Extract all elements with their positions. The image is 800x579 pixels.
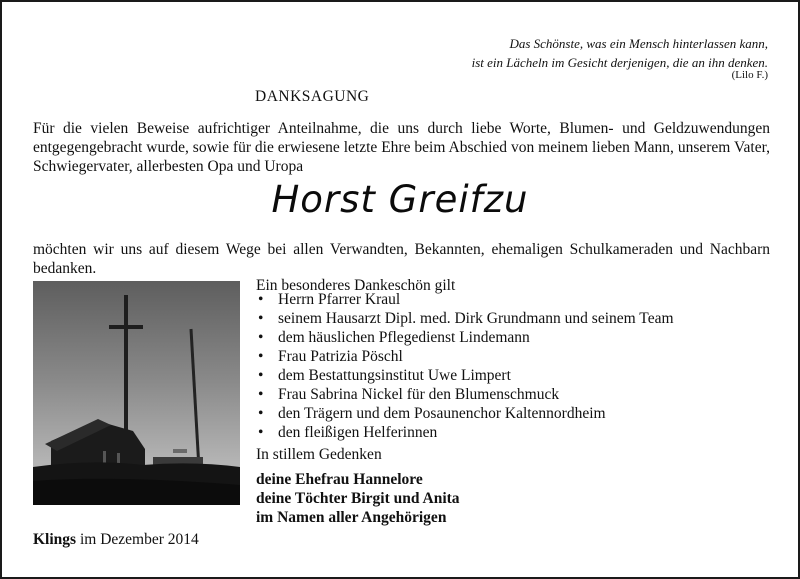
family-line: deine Ehefrau Hannelore	[256, 471, 423, 488]
intro-paragraph: Für die vielen Beweise aufrichtiger Anteilnahme, die uns durch liebe Worte, Blumen- und Geldzuwendungen entgegengebracht wurde, sowie für die erwiesene letzte Ehre beim Abschied von meinem lieben Mann, unserem Vater, Schwiegervater, allerbesten Opa und Uropa	[33, 120, 770, 175]
place-date-line	[33, 531, 199, 549]
list-item: • dem Bestattungsinstitut Uwe Limpert	[256, 366, 674, 385]
notice-heading: DANKSAGUNG	[255, 88, 370, 105]
notice-date: im Dezember 2014	[79, 531, 199, 548]
list-item: • den Trägern und dem Posaunenchor Kaltennordheim	[256, 404, 674, 423]
quote-line: Das Schönste, was ein Mensch hinterlassen kann,	[509, 36, 768, 51]
special-thanks-list	[256, 290, 674, 442]
list-item: • Herrn Pfarrer Kraul	[256, 290, 674, 309]
list-item: • seinem Hausarzt Dipl. med. Dirk Grundmann und seinem Team	[256, 309, 674, 328]
chapel-photo	[33, 281, 240, 505]
quote-author: (Lilo F.)	[731, 69, 768, 81]
list-item: • Frau Sabrina Nickel für den Blumenschmuck	[256, 385, 674, 404]
quote-line: ist ein Lächeln im Gesicht derjenigen, die an ihn denken.	[471, 55, 768, 70]
deceased-name: Horst Greifzu	[271, 178, 529, 221]
family-line: deine Töchter Birgit und Anita	[256, 490, 460, 507]
family-signature	[256, 470, 460, 527]
place-name: Klings	[33, 531, 77, 548]
list-item: • dem häuslichen Pflegedienst Lindemann	[256, 328, 674, 347]
list-item: • Frau Patrizia Pöschl	[256, 347, 674, 366]
thanks-paragraph: möchten wir uns auf diesem Wege bei allen Verwandten, Bekannten, ehemaligen Schulkameraden und Nachbarn bedanken.	[33, 241, 770, 277]
special-thanks-intro: Ein besonderes Dankeschön gilt	[256, 277, 456, 294]
family-line: im Namen aller Angehörigen	[256, 509, 447, 526]
memory-line: In stillem Gedenken	[256, 446, 382, 463]
list-item: • den fleißigen Helferinnen	[256, 423, 674, 442]
epigraph-quote	[472, 34, 768, 72]
